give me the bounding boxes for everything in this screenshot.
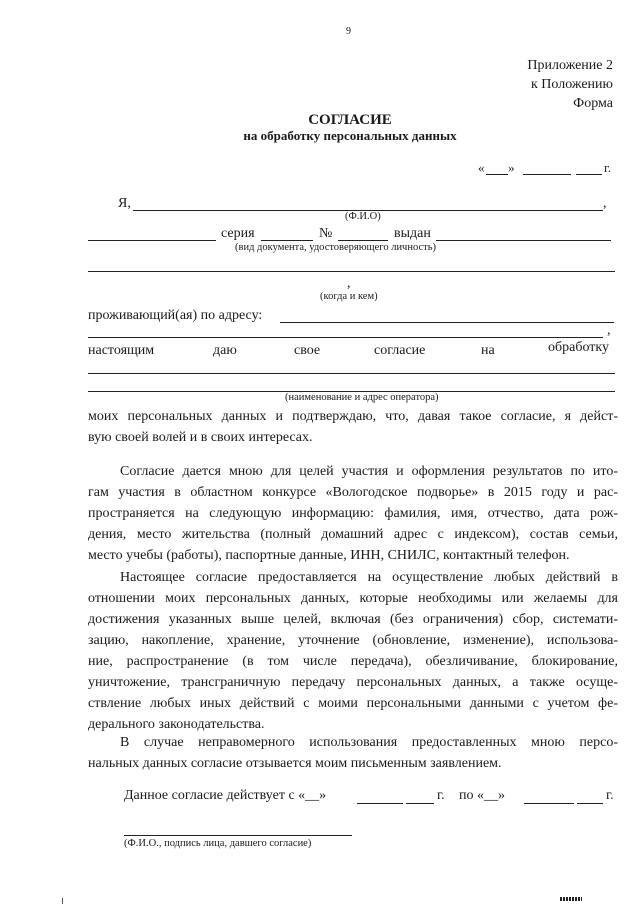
series-line[interactable] xyxy=(261,240,313,241)
appendix-header xyxy=(527,56,613,113)
fio-caption: (Ф.И.О) xyxy=(345,211,381,222)
number-label: № xyxy=(319,226,333,241)
consent-word-3: свое xyxy=(294,343,321,358)
validity-from-month-line[interactable] xyxy=(357,803,403,804)
paragraph-line: зацию, накопление, хранение, уточнение (обновление, изменение), использова- xyxy=(88,633,618,648)
signature-caption: (Ф.И.О., подпись лица, давшего согласие) xyxy=(124,838,312,849)
signature-line[interactable] xyxy=(124,835,352,836)
paragraph-line: пространяется на следующую информацию: фамилия, имя, отчество, дата рож- xyxy=(88,506,618,521)
paragraph-4 xyxy=(88,732,618,774)
issued-label: выдан xyxy=(394,226,431,241)
number-line[interactable] xyxy=(338,240,388,241)
paragraph-3 xyxy=(88,567,618,735)
validity-year-1: г. xyxy=(437,788,445,803)
validity-to: по «__» xyxy=(459,788,505,803)
doc-caption: (вид документа, удостоверяющего личность) xyxy=(235,242,437,253)
consent-word-5: на xyxy=(481,343,495,358)
paragraph-line: отношении моих персональных данных, которые необходимы или желаемы для xyxy=(88,591,618,606)
validity-from-year-line[interactable] xyxy=(406,803,434,804)
issuer-line[interactable] xyxy=(88,271,615,272)
consent-word-2: даю xyxy=(213,343,237,358)
when-caption: (когда и кем) xyxy=(320,291,378,302)
paragraph-line: ние, распространение (в том числе передача), обезличивание, блокирование, xyxy=(88,654,618,669)
appendix-label: Приложение 2 xyxy=(527,58,613,73)
paragraph-1 xyxy=(88,406,618,448)
fio-comma: , xyxy=(603,196,607,211)
validity-to-month-line[interactable] xyxy=(524,803,574,804)
date-close-quote: » xyxy=(508,160,515,175)
address-comma: , xyxy=(607,323,611,338)
form-label: Форма xyxy=(573,96,613,111)
date-month-line[interactable] xyxy=(523,174,571,175)
operator-caption: (наименование и адрес оператора) xyxy=(285,392,439,403)
doc-type-line[interactable] xyxy=(88,240,216,241)
validity-to-year-line[interactable] xyxy=(577,803,603,804)
paragraph-line: Настоящее согласие предоставляется на осуществление любых действий в xyxy=(120,570,618,585)
paragraph-line: В случае неправомерного использования предоставленных мною персо- xyxy=(120,735,618,750)
when-comma: , xyxy=(347,276,351,291)
address-label: проживающий(ая) по адресу: xyxy=(88,308,263,323)
paragraph-line: нальных данных согласие отзывается моим письменным заявлением. xyxy=(88,756,502,771)
page-number: 9 xyxy=(346,26,351,37)
paragraph-line: ствление любых иных действий с моими персональными данными с учетом фе- xyxy=(88,696,618,711)
consent-word-6: обработку xyxy=(548,340,609,355)
date-year-line[interactable] xyxy=(576,174,602,175)
paragraph-line: дения, место жительства (полный домашний адрес с индексом), состав семьи, xyxy=(88,527,618,542)
series-label: серия xyxy=(221,226,255,241)
paragraph-line: уничтожение, трансграничную передачу персональных данных, а также осуще- xyxy=(88,675,618,690)
paragraph-line: вую своей волей и в своих интересах. xyxy=(88,430,313,445)
validity-text: Данное согласие действует с «__» xyxy=(124,788,327,803)
date-open-quote: « xyxy=(478,160,485,175)
paragraph-line: достижения указанных выше целей, включая (без ограничения) сбор, системати- xyxy=(88,612,618,627)
paragraph-2 xyxy=(88,461,618,566)
paragraph-line: Согласие дается мною для целей участия и оформления результатов по ито- xyxy=(120,464,618,479)
i-label: Я, xyxy=(118,196,131,211)
issued-line[interactable] xyxy=(436,240,611,241)
date-year-suffix: г. xyxy=(604,160,612,175)
paragraph-line: моих персональных данных и подтверждаю, что, давая такое согласие, я дейст- xyxy=(88,409,618,424)
address-line-1[interactable] xyxy=(280,322,614,323)
operator-line-1[interactable] xyxy=(88,373,615,374)
paragraph-line: место учебы (работы), паспортные данные, ИНН, СНИЛС, контактный телефон. xyxy=(88,548,570,563)
consent-word-1: настоящим xyxy=(88,343,155,358)
scan-mark xyxy=(560,897,582,901)
consent-word-4: согласие xyxy=(374,343,426,358)
paragraph-line: гам участия в областном конкурсе «Вологодское подворье» в 2015 году и рас- xyxy=(88,485,618,500)
validity-year-2: г. xyxy=(606,788,614,803)
document-subtitle: на обработку персональных данных xyxy=(243,128,457,143)
scan-mark xyxy=(62,898,63,904)
paragraph-line: дерального законодательства. xyxy=(88,717,265,732)
address-line-2[interactable] xyxy=(88,337,603,338)
date-day-line[interactable] xyxy=(486,174,508,175)
regulation-label: к Положению xyxy=(530,77,613,92)
document-title: СОГЛАСИЕ xyxy=(308,112,392,128)
